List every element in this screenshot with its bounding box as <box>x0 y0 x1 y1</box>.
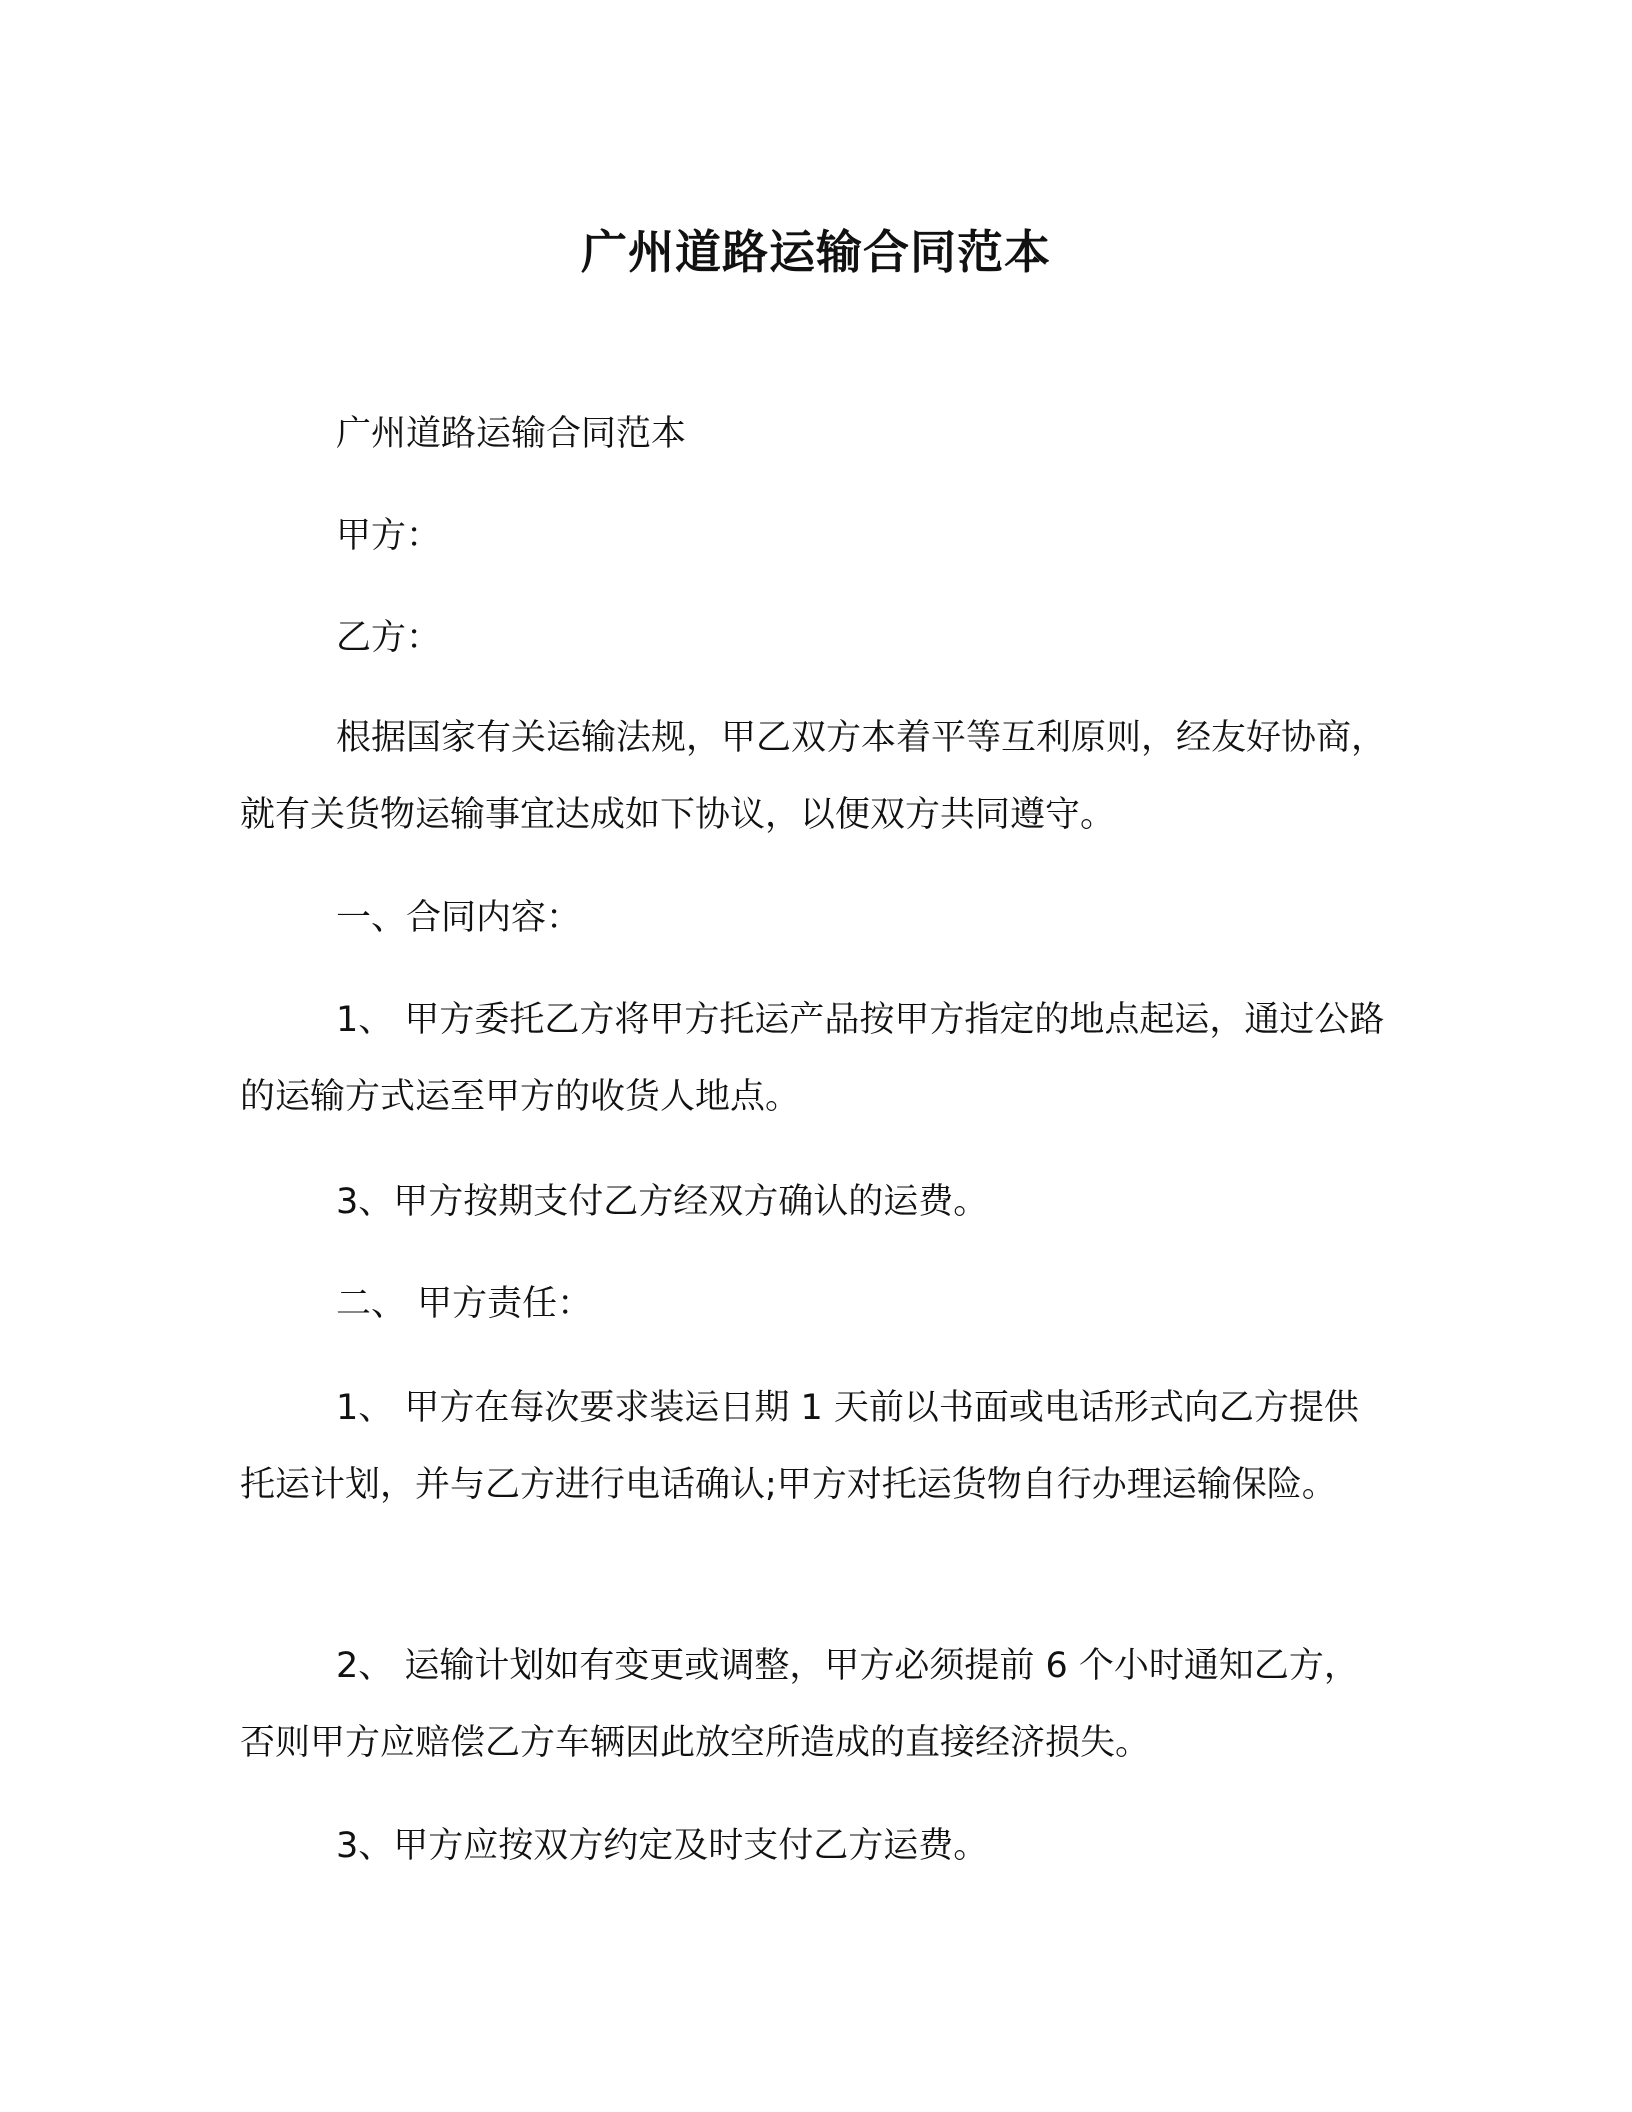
paragraph-party-a: 甲方： <box>336 516 442 556</box>
clause-1-1: 1、 甲方委托乙方将甲方托运产品按甲方指定的地点起运，通过公路的运输方式运至甲方的收货人地点。 <box>240 1000 1385 1117</box>
clause-2-1: 1、 甲方在每次要求装运日期 1 天前以书面或电话形式向乙方提供托运计划，并与乙方进行电话确认;甲方对托运货物自行办理运输保险。 <box>240 1388 1359 1505</box>
paragraph-preamble: 根据国家有关运输法规，甲乙双方本着平等互利原则，经友好协商，就有关货物运输事宜达成如下协议，以便双方共同遵守。 <box>240 718 1387 835</box>
section-heading-party-a-duties: 二、 甲方责任： <box>336 1284 593 1324</box>
clause-2-2: 2、 运输计划如有变更或调整，甲方必须提前 6 个小时通知乙方，否则甲方应赔偿乙方车辆因此放空所造成的直接经济损失。 <box>240 1646 1359 1763</box>
paragraph-subtitle: 广州道路运输合同范本 <box>336 414 687 454</box>
clause-2-3: 3、甲方应按双方约定及时支付乙方运费。 <box>336 1826 989 1866</box>
clause-1-3: 3、甲方按期支付乙方经双方确认的运费。 <box>336 1182 989 1222</box>
paragraph-party-b: 乙方： <box>336 618 442 658</box>
section-heading-contract-content: 一、合同内容： <box>336 898 582 938</box>
document-title: 广州道路运输合同范本 <box>581 225 1051 279</box>
